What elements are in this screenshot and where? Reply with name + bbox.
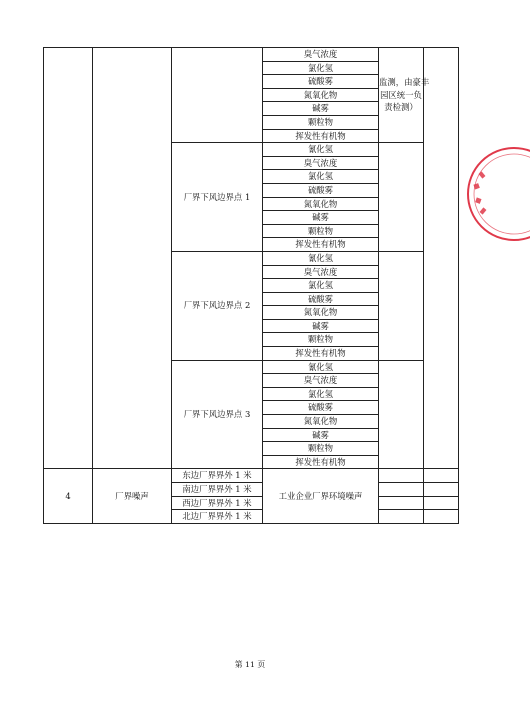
note-line: 监测，由豪丰 bbox=[379, 77, 430, 88]
blank-cell bbox=[424, 483, 459, 497]
category-cell bbox=[93, 48, 172, 469]
pollutant-cell: 臭气浓度 bbox=[263, 265, 379, 279]
pollutant-cell: 挥发性有机物 bbox=[263, 238, 379, 252]
note-line: 园区统一负 bbox=[380, 89, 422, 100]
page-number: 第 11 页 bbox=[234, 660, 266, 669]
index-cell: 4 bbox=[44, 469, 93, 523]
pollutant-cell: 氯化氢 bbox=[263, 61, 379, 75]
blank-cell bbox=[379, 510, 424, 524]
blank-cell bbox=[379, 496, 424, 510]
pollutant-cell: 颗粒物 bbox=[263, 224, 379, 238]
pollutant-cell: 氮氧化物 bbox=[263, 306, 379, 320]
blank-cell bbox=[424, 510, 459, 524]
pollutant-cell: 碱雾 bbox=[263, 428, 379, 442]
pollutant-cell: 氰化氢 bbox=[263, 143, 379, 157]
pollutant-cell: 硫酸雾 bbox=[263, 401, 379, 415]
pollutant-cell: 氮氧化物 bbox=[263, 415, 379, 429]
pollutant-cell: 臭气浓度 bbox=[263, 374, 379, 388]
monitoring-table-body bbox=[44, 48, 459, 524]
note-line: 责检测） bbox=[384, 102, 418, 113]
pollutant-cell: 硫酸雾 bbox=[263, 75, 379, 89]
item-cell: 工业企业厂界环境噪声 bbox=[263, 469, 379, 523]
pollutant-cell: 氯化氢 bbox=[263, 279, 379, 293]
category-cell: 厂界噪声 bbox=[93, 469, 172, 523]
pollutant-cell: 臭气浓度 bbox=[263, 48, 379, 62]
blank-cell bbox=[379, 469, 424, 483]
pollutant-cell: 氮氧化物 bbox=[263, 197, 379, 211]
pollutant-cell: 氰化氢 bbox=[263, 360, 379, 374]
blank-cell bbox=[424, 496, 459, 510]
pollutant-cell: 颗粒物 bbox=[263, 333, 379, 347]
pollutant-cell: 氮氧化物 bbox=[263, 88, 379, 102]
pollutant-cell: 碱雾 bbox=[263, 319, 379, 333]
location-cell bbox=[172, 48, 263, 143]
pollutant-cell: 挥发性有机物 bbox=[263, 347, 379, 361]
location-cell: 北边厂界界外 1 米 bbox=[172, 510, 263, 524]
company-seal-stamp bbox=[466, 146, 530, 242]
pollutant-cell: 颗粒物 bbox=[263, 115, 379, 129]
location-cell: 东边厂界界外 1 米 bbox=[172, 469, 263, 483]
pollutant-cell: 硫酸雾 bbox=[263, 292, 379, 306]
blank-cell bbox=[424, 48, 459, 469]
location-cell: 厂界下风边界点 2 bbox=[172, 251, 263, 360]
monitoring-table bbox=[43, 47, 459, 524]
blank-cell bbox=[379, 251, 424, 360]
location-cell: 厂界下风边界点 3 bbox=[172, 360, 263, 469]
pollutant-cell: 氯化氢 bbox=[263, 170, 379, 184]
pollutant-cell: 臭气浓度 bbox=[263, 156, 379, 170]
pollutant-cell: 颗粒物 bbox=[263, 442, 379, 456]
pollutant-cell: 挥发性有机物 bbox=[263, 129, 379, 143]
location-cell: 西边厂界界外 1 米 bbox=[172, 496, 263, 510]
pollutant-cell: 碱雾 bbox=[263, 211, 379, 225]
pollutant-cell: 氯化氢 bbox=[263, 387, 379, 401]
blank-cell bbox=[379, 143, 424, 252]
blank-cell bbox=[379, 483, 424, 497]
note-cell bbox=[379, 48, 430, 143]
pollutant-cell: 氰化氢 bbox=[263, 251, 379, 265]
location-cell: 南边厂界界外 1 米 bbox=[172, 483, 263, 497]
location-cell: 厂界下风边界点 1 bbox=[172, 143, 263, 252]
table-row bbox=[44, 48, 459, 62]
pollutant-cell: 硫酸雾 bbox=[263, 183, 379, 197]
blank-cell bbox=[424, 469, 459, 483]
index-cell bbox=[44, 48, 93, 469]
blank-cell bbox=[379, 360, 424, 469]
pollutant-cell: 碱雾 bbox=[263, 102, 379, 116]
table-row bbox=[44, 469, 459, 483]
pollutant-cell: 挥发性有机物 bbox=[263, 455, 379, 469]
